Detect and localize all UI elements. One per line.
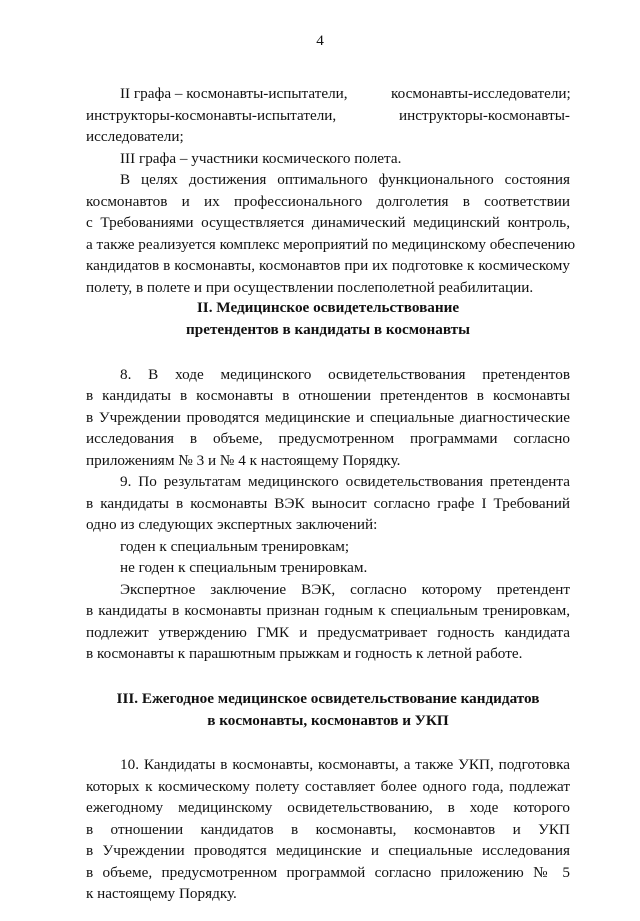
page-number: 4: [316, 32, 324, 49]
list-line: III графа – участники космического полета.: [120, 150, 402, 167]
paragraph-line: с Требованиями осуществляется динамический медицинский контроль,: [86, 214, 570, 231]
list-line: космонавты-исследователи;: [391, 85, 571, 102]
list-line: годен к специальным тренировкам;: [120, 538, 350, 555]
paragraph-line: в кандидаты в космонавты ВЭК выносит согласно графе I Требований: [86, 495, 570, 512]
list-line: не годен к специальным тренировкам.: [120, 559, 368, 576]
paragraph-line: приложениям № 3 и № 4 к настоящему Порядку.: [86, 452, 401, 469]
section-heading: II. Медицинское освидетельствование: [196, 299, 460, 316]
paragraph-line: подлежит утверждению ГМК и предусматривает годность кандидата: [86, 624, 570, 641]
paragraph-line: в кандидаты в космонавты в отношении претендентов в космонавты: [86, 387, 570, 404]
list-line: исследователи;: [86, 128, 184, 145]
paragraph-line: кандидатов в космонавты, космонавтов при их подготовке к космическому: [86, 257, 570, 274]
paragraph-line: исследования в объеме, предусмотренном программами согласно: [86, 430, 570, 447]
paragraph-line: ежегодному медицинскому освидетельствованию, в ходе которого: [86, 799, 570, 816]
paragraph-line: 8. В ходе медицинского освидетельствования претендентов: [120, 366, 570, 383]
paragraph-line: а также реализуется комплекс мероприятий по медицинскому обеспечению: [86, 236, 576, 253]
list-line: инструкторы-космонавты-: [399, 107, 570, 124]
paragraph-line: в космонавты к парашютным прыжкам и годность к летной работе.: [86, 645, 523, 662]
paragraph-line: космонавтов и их профессионального долголетия в соответствии: [86, 193, 570, 210]
paragraph-line: которых к космическому полету составляет более одного года, подлежат: [86, 778, 570, 795]
paragraph-line: в Учреждении проводятся медицинские и специальные диагностические: [86, 409, 570, 426]
section-heading: претендентов в кандидаты в космонавты: [186, 321, 470, 338]
paragraph-line: в Учреждении проводятся медицинские и специальные исследования: [86, 842, 570, 859]
section-heading: в космонавты, космонавтов и УКП: [207, 712, 449, 729]
paragraph-line: к настоящему Порядку.: [86, 885, 237, 902]
list-line: инструкторы-космонавты-испытатели,: [86, 107, 337, 124]
list-line: II графа – космонавты-испытатели,: [120, 85, 348, 102]
paragraph-line: В целях достижения оптимального функционального состояния: [120, 171, 570, 188]
paragraph-line: в отношении кандидатов в космонавты, космонавтов и УКП: [86, 821, 570, 838]
paragraph-line: 10. Кандидаты в космонавты, космонавты, а также УКП, подготовка: [120, 756, 570, 773]
paragraph-line: в объеме, предусмотренном программой согласно приложению № 5: [86, 864, 570, 881]
paragraph-line: Экспертное заключение ВЭК, согласно которому претендент: [120, 581, 570, 598]
paragraph-line: одно из следующих экспертных заключений:: [86, 516, 378, 533]
paragraph-line: в кандидаты в космонавты признан годным к специальным тренировкам,: [86, 602, 570, 619]
section-heading: III. Ежегодное медицинское освидетельствование кандидатов: [116, 690, 540, 707]
paragraph-line: полету, в полете и при осуществлении послеполетной реабилитации.: [86, 279, 534, 296]
paragraph-line: 9. По результатам медицинского освидетельствования претендента: [120, 473, 570, 490]
